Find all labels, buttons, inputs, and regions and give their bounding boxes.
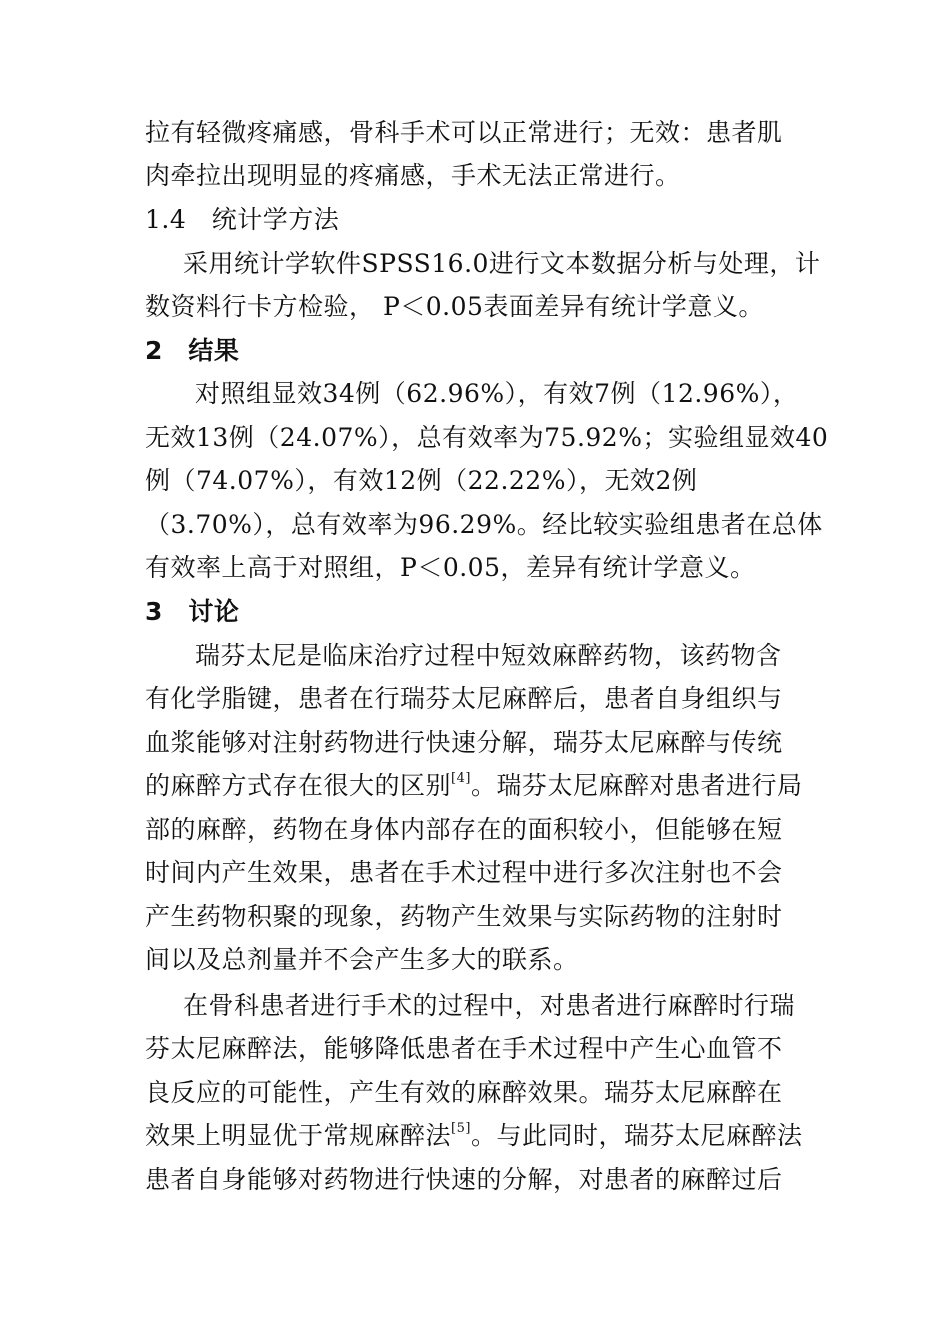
text-line: 瑞芬太尼是临床治疗过程中短效麻醉药物，该药物含 <box>195 641 782 670</box>
text-line: 在骨科患者进行手术的过程中，对患者进行麻醉时行瑞 <box>183 991 796 1020</box>
text-segment: 效果上明显优于常规麻醉法 <box>145 1121 452 1150</box>
text-line: 肉牵拉出现明显的疼痛感，手术无法正常进行。 <box>145 161 681 190</box>
section-heading-results: 2 结果 <box>145 336 240 365</box>
text-line: 间以及总剂量并不会产生多大的联系。 <box>145 945 579 974</box>
text-line: 有效率上高于对照组，P＜0.05，差异有统计学意义。 <box>145 553 756 582</box>
citation-ref: [4] <box>451 771 471 786</box>
section-heading-discussion: 3 讨论 <box>145 597 240 626</box>
text-line: 有化学脂键，患者在行瑞芬太尼麻醉后，患者自身组织与 <box>145 684 783 713</box>
text-line: 良反应的可能性，产生有效的麻醉效果。瑞芬太尼麻醉在 <box>145 1078 783 1107</box>
text-line: 对照组显效34例（62.96%），有效7例（12.96%）， <box>195 379 799 408</box>
text-segment: 。与此同时，瑞芬太尼麻醉法 <box>470 1121 803 1150</box>
text-line: 患者自身能够对药物进行快速的分解，对患者的麻醉过后 <box>145 1165 783 1194</box>
text-line: 产生药物积聚的现象，药物产生效果与实际药物的注射时 <box>145 902 783 931</box>
text-segment: 的麻醉方式存在很大的区别 <box>145 771 452 800</box>
text-line: 拉有轻微疼痛感，骨科手术可以正常进行；无效：患者肌 <box>145 118 783 147</box>
text-line: 血浆能够对注射药物进行快速分解，瑞芬太尼麻醉与传统 <box>145 728 783 757</box>
text-line: 无效13例（24.07%），总有效率为75.92%；实验组显效40 <box>145 423 829 452</box>
text-line: 部的麻醉，药物在身体内部存在的面积较小，但能够在短 <box>145 815 783 844</box>
text-line <box>145 1120 802 1152</box>
text-line: 数资料行卡方检验， P＜0.05表面差异有统计学意义。 <box>145 292 764 321</box>
text-line: 例（74.07%），有效12例（22.22%），无效2例 <box>145 466 698 495</box>
text-line: 芬太尼麻醉法，能够降低患者在手术过程中产生心血管不 <box>145 1034 783 1063</box>
citation-ref: [5] <box>451 1121 471 1136</box>
text-segment: 。瑞芬太尼麻醉对患者进行局 <box>470 771 803 800</box>
section-heading-1-4: 1.4 统计学方法 <box>145 205 340 234</box>
text-line: （3.70%），总有效率为96.29%。经比较实验组患者在总体 <box>145 510 823 539</box>
text-line: 采用统计学软件SPSS16.0进行文本数据分析与处理，计 <box>183 249 821 278</box>
text-line: 时间内产生效果，患者在手术过程中进行多次注射也不会 <box>145 858 783 887</box>
text-line <box>145 770 802 802</box>
